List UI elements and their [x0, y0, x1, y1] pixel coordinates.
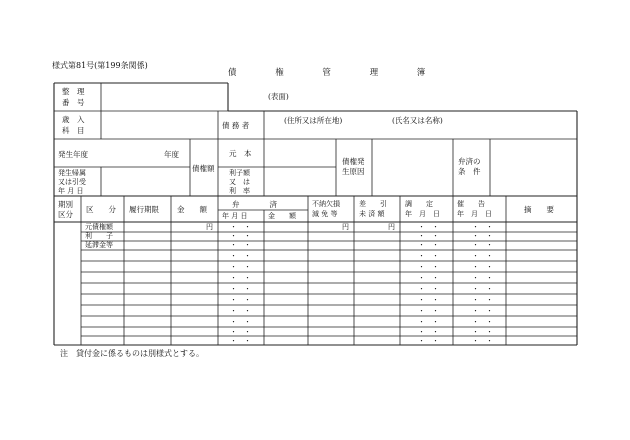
claim-amount-label: 債権額: [192, 164, 215, 173]
date-dots: ・ ・: [472, 232, 493, 240]
category-header: 区 分: [86, 205, 116, 214]
date-dots: ・ ・: [472, 223, 493, 231]
row-label-late-fee: 延滞金等: [85, 241, 113, 249]
balance-header-1: 差 引: [359, 200, 387, 208]
principal-label: 元 本: [229, 149, 252, 158]
sainyu-label-1: 歳 入: [62, 115, 85, 124]
debtor-label: 債 務 者: [222, 121, 250, 130]
footnote: 注 貸付金に係るものは別様式とする。: [60, 349, 204, 358]
write-off-header-1: 不納欠損: [312, 200, 340, 208]
claim-cause-label-2: 生原因: [342, 167, 365, 176]
date-dots: ・ ・: [472, 241, 493, 249]
demand-header-1: 催 告: [457, 200, 485, 208]
date-dots: ・ ・: [472, 328, 493, 336]
repay-cond-label-1: 弁済の: [458, 157, 481, 166]
date-dots: ・ ・: [230, 307, 251, 315]
date-dots: ・ ・: [418, 307, 439, 315]
attribution-label-2: 又は引受: [58, 178, 86, 186]
date-dots: ・ ・: [230, 296, 251, 304]
amount-header: 金 額: [177, 205, 207, 214]
date-dots: ・ ・: [230, 318, 251, 326]
nendo-label: 年度: [164, 150, 179, 159]
balance-header-2: 未 済 額: [359, 210, 385, 218]
repayment-date-header: 年 月 日: [222, 212, 248, 220]
date-dots: ・ ・: [230, 337, 251, 345]
date-dots: ・ ・: [472, 263, 493, 271]
side-label: (表面): [268, 92, 289, 101]
date-dots: ・ ・: [230, 263, 251, 271]
deadline-header: 履行期限: [129, 205, 159, 214]
date-dots: ・ ・: [472, 307, 493, 315]
remarks-header: 摘 要: [524, 205, 554, 214]
demand-header-2: 年 月 日: [457, 210, 492, 218]
date-dots: ・ ・: [418, 232, 439, 240]
date-dots: ・ ・: [230, 252, 251, 260]
date-dots: ・ ・: [230, 241, 251, 249]
seiri-label-2: 番 号: [62, 98, 85, 107]
date-dots: ・ ・: [418, 241, 439, 249]
interest-label-1: 利子額: [229, 169, 250, 177]
repayment-header: 弁 済: [232, 200, 277, 209]
repay-cond-label-2: 条 件: [458, 167, 481, 176]
attribution-label-3: 年 月 日: [58, 187, 84, 195]
date-dots: ・ ・: [230, 223, 251, 231]
yen-mark-balance: 円: [388, 223, 395, 231]
date-dots: ・ ・: [230, 274, 251, 282]
date-dots: ・ ・: [418, 318, 439, 326]
interest-label-3: 利 率: [229, 187, 250, 195]
date-dots: ・ ・: [230, 232, 251, 240]
page-title: 債 権 管 理 簿: [228, 68, 444, 78]
period-label-1: 期別: [58, 200, 73, 209]
assessment-header-1: 調 定: [405, 200, 433, 208]
date-dots: ・ ・: [418, 274, 439, 282]
date-dots: ・ ・: [418, 285, 439, 293]
period-label-2: 区分: [58, 210, 73, 219]
form-number: 様式第81号(第199条関係): [52, 61, 148, 70]
claim-cause-label-1: 債権発: [342, 157, 365, 166]
yen-mark-writeoff: 円: [342, 223, 349, 231]
date-dots: ・ ・: [230, 285, 251, 293]
date-dots: ・ ・: [418, 263, 439, 271]
date-dots: ・ ・: [230, 328, 251, 336]
date-dots: ・ ・: [418, 296, 439, 304]
assessment-header-2: 年 月 日: [405, 210, 440, 218]
interest-label-2: 又 は: [229, 178, 250, 186]
write-off-header-2: 減 免 等: [312, 210, 338, 218]
date-dots: ・ ・: [472, 296, 493, 304]
date-dots: ・ ・: [418, 223, 439, 231]
name-label: (氏名又は名称): [392, 116, 443, 125]
seiri-label-1: 整 理: [62, 87, 85, 96]
address-label: (住所又は所在地): [284, 116, 343, 125]
date-dots: ・ ・: [418, 252, 439, 260]
date-dots: ・ ・: [472, 285, 493, 293]
repayment-amount-header: 金 額: [268, 212, 296, 220]
sainyu-label-2: 科 目: [62, 126, 85, 135]
date-dots: ・ ・: [472, 318, 493, 326]
yen-mark-amount: 円: [206, 223, 213, 231]
date-dots: ・ ・: [472, 337, 493, 345]
date-dots: ・ ・: [472, 252, 493, 260]
date-dots: ・ ・: [418, 328, 439, 336]
attribution-label-1: 発生帰属: [58, 169, 86, 177]
row-label-interest: 利 子: [85, 232, 113, 240]
date-dots: ・ ・: [472, 274, 493, 282]
fiscal-year-label: 発生年度: [58, 150, 88, 159]
date-dots: ・ ・: [418, 337, 439, 345]
row-label-principal: 元債権額: [85, 223, 113, 231]
